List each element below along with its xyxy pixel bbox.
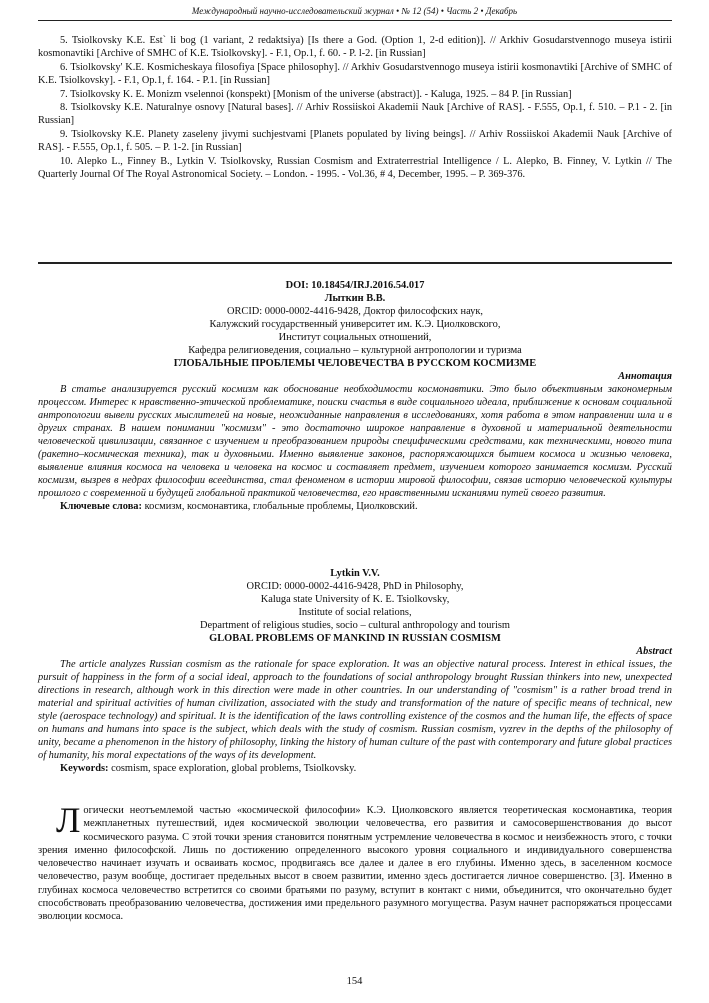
affiliation-line: Калужский государственный университет им. К.Э. Циолковского,	[209, 319, 501, 330]
keywords-label-en: Keywords:	[60, 763, 109, 774]
keywords-text-ru: космизм, космонавтика, глобальные проблемы, Циолковский.	[141, 501, 418, 512]
affiliation-line: ORCID: 0000-0002-4416-9428, PhD in Philosophy,	[246, 581, 464, 592]
affiliation-line: Кафедра религиоведения, социально – культурной антропологии и туризма	[188, 345, 522, 356]
reference-item: 7. Tsiolkovsky K. E. Monizm vselennoi (konspekt) [Monism of the universe (abstract)]. - Kaluga, 1925. – 84 P. [in Russian]	[60, 88, 572, 100]
body-paragraph	[38, 800, 672, 924]
reference-item: 6. Tsiolkovsky' K.E. Kosmicheskaya filosofiya [Space philosophy]. // Arkhiv Gosudarstvennogo museya istirii kosmonavtiki [Archive of SMHC of K.E. Tsiolkovsky]. - F.1, Op.1, f. 164. - P.1. [in Russian]	[38, 61, 672, 87]
reference-item: 9. Tsiolkovsky K.E. Planety zaseleny jivymi suchjestvami [Planets populated by living beings]. // Arhiv Rossiiskoi Akademii Nauk [Archive of RAS]. - F.555, Op.1, f. 505. – P. 1-2. [in Russian]	[38, 128, 672, 154]
keywords-label-ru: Ключевые слова:	[60, 501, 142, 512]
affiliation-line: Department of religious studies, socio – cultural anthropology and tourism	[200, 620, 510, 631]
keywords-en	[38, 762, 672, 775]
abstract-label-en: Abstract	[636, 646, 672, 657]
keywords-ru	[38, 500, 672, 513]
article-title-ru: ГЛОБАЛЬНЫЕ ПРОБЛЕМЫ ЧЕЛОВЕЧЕСТВА В РУССКОМ КОСМИЗМЕ	[173, 358, 537, 369]
abstract-label-ru: Аннотация	[618, 371, 672, 382]
affiliation-line: Institute of social relations,	[298, 607, 412, 618]
section-divider	[38, 262, 672, 264]
reference-item: 8. Tsiolkovsky K.E. Naturalnye osnovy [Natural bases]. // Arhiv Rossiiskoi Akademii Nauk [Archive of RAS]. - F.555, Op.1, f. 510. – P.1 - 2. [in Russian]	[38, 102, 672, 127]
affiliation-line: ORCID: 0000-0002-4416-9428, Доктор философских наук,	[226, 306, 484, 317]
page-number: 154	[346, 976, 363, 987]
references-list	[38, 34, 672, 181]
english-article-header	[38, 567, 672, 775]
journal-header: Международный научно-исследовательский журнал • № 12 (54) • Часть 2 • Декабрь	[191, 6, 518, 16]
reference-item: 10. Alepko L., Finney B., Lytkin V. Tsiolkovsky, Russian Cosmism and Extraterrestrial Intelligence / L. Alepko, B. Finney, V. Lytkin // The Quarterly Journal Of The Royal Astronomical Society. – London. - 1995. - Vol.36, # 4, December, 1995. – P. 369-376.	[38, 155, 672, 181]
reference-item: 5. Tsiolkovsky K.E. Est` li bog (1 variant, 2 redaktsiya) [Is there a God. (Option 1, 2-d edition)]. // Arkhiv Gosudarstvennogo museya istirii kosmonavtiki [Archive of SMHC of K.E. Tsiolkovsky]. - F.1, Op.1, f. 60. - P. l-2. [in Russian]	[38, 35, 672, 60]
article-title-en: GLOBAL PROBLEMS OF MANKIND IN RUSSIAN COSMISM	[209, 633, 501, 644]
author-ru: Лыткин В.В.	[324, 293, 386, 304]
author-en: Lytkin V.V.	[330, 568, 380, 579]
doi: DOI: 10.18454/IRJ.2016.54.017	[285, 280, 425, 291]
russian-article-header	[38, 279, 672, 513]
abstract-en: The article analyzes Russian cosmism as the rationale for space exploration. It was an objective natural process. Interest in ethical issues, the pursuit of happiness in the form of a social ideal, approach to the foundations of social anthropology brought Russian thinkers into new, unexpected directions in research, although work in this direction were made in other countries. In our understanding of "cosmism" is a rather broad trend in material and spiritual activities of human civilization, associated with the study and transformation of the nature of specific means of technical, new style (aerospace technology) and spiritual. It is the identification of the laws controlling existence of the cosmos and the human life, the effects of space on humans and humans into space is the subject, which deals with the study of cosmism. Russian cosmism, vyzrev in the depths of the philosophy of unity, became a phenomenon in the history of philosophy, linking the history of human culture of the past with contemporary and future global practices of humanity, his moral expectations of the ways of its development.	[38, 659, 672, 761]
drop-cap: Л	[56, 800, 81, 840]
keywords-text-en: cosmism, space exploration, global problems, Tsiolkovsky.	[108, 763, 357, 774]
affiliation-line: Институт социальных отношений,	[278, 332, 432, 343]
header-rule	[38, 20, 672, 21]
affiliation-line: Kaluga state University of K. E. Tsiolkovsky,	[260, 594, 450, 605]
abstract-ru: В статье анализируется русский космизм как обоснование необходимости космонавтики. Это было объективным закономерным процессом. Интерес к нравственно-этической проблематике, поиски счастья в виде социального идеала, приближение к основам социальной антропологии вывели русских мыслителей на новые, неожиданные направления в исследованиях, хотя работа в этом направлении шла и в других странах. В нашем понимании "космизм" - это достаточно широкое направление в духовной и материальной деятельности человеческой цивилизации, связанное с изучением и преобразованием природы специфическими средствами, как техническими, нового типа (ракетно–космическая техника), так и духовными. Именно выявление законов, распоряжающихся бытием космоса и жизнью человека, выявление влияния космоса на человека и человека на космос и составляет предмет, изучением которого занимается космизм. Русский космизм, вызрев в недрах философии всеединства, стал феноменом в истории мировой философии, связав историю человеческой культуры прошлого с современной и будущей глобальной практикой человечества, его нравственными исканиями путей своего развития.	[38, 384, 672, 499]
body-text: огически неотъемлемой частью «космической философии» К.Э. Циолковского является теоретическая космонавтика, теория межпланетных путешествий, идея космической эволюции человечества, его развития и самосовершенствования до высот космического разума. С этой точки зрения становится понятным устремление человечества в космос и неизбежность этого, с точки зрения именно философской. Лишь по достижению определенного высокого уровня социального и индивидуального совершенства человечество начинает изучать и осваивать космос, продвигаясь все далее и далее в его глубины. Именно здесь, в заселенном космосе человечество, разум вообще, достигает предельных высот в своем развитии, именно здесь достигается личное совершенство. [3]. Именно в глубинах космоса человечество встретится со своими братьями по разуму, вступит в контакт с ними, объединится, что окончательно будет способствовать преобразованию человечества, достижения ими предельного разумного могущества. Разум начнет распоряжаться процессами эволюции космоса.	[38, 805, 672, 923]
